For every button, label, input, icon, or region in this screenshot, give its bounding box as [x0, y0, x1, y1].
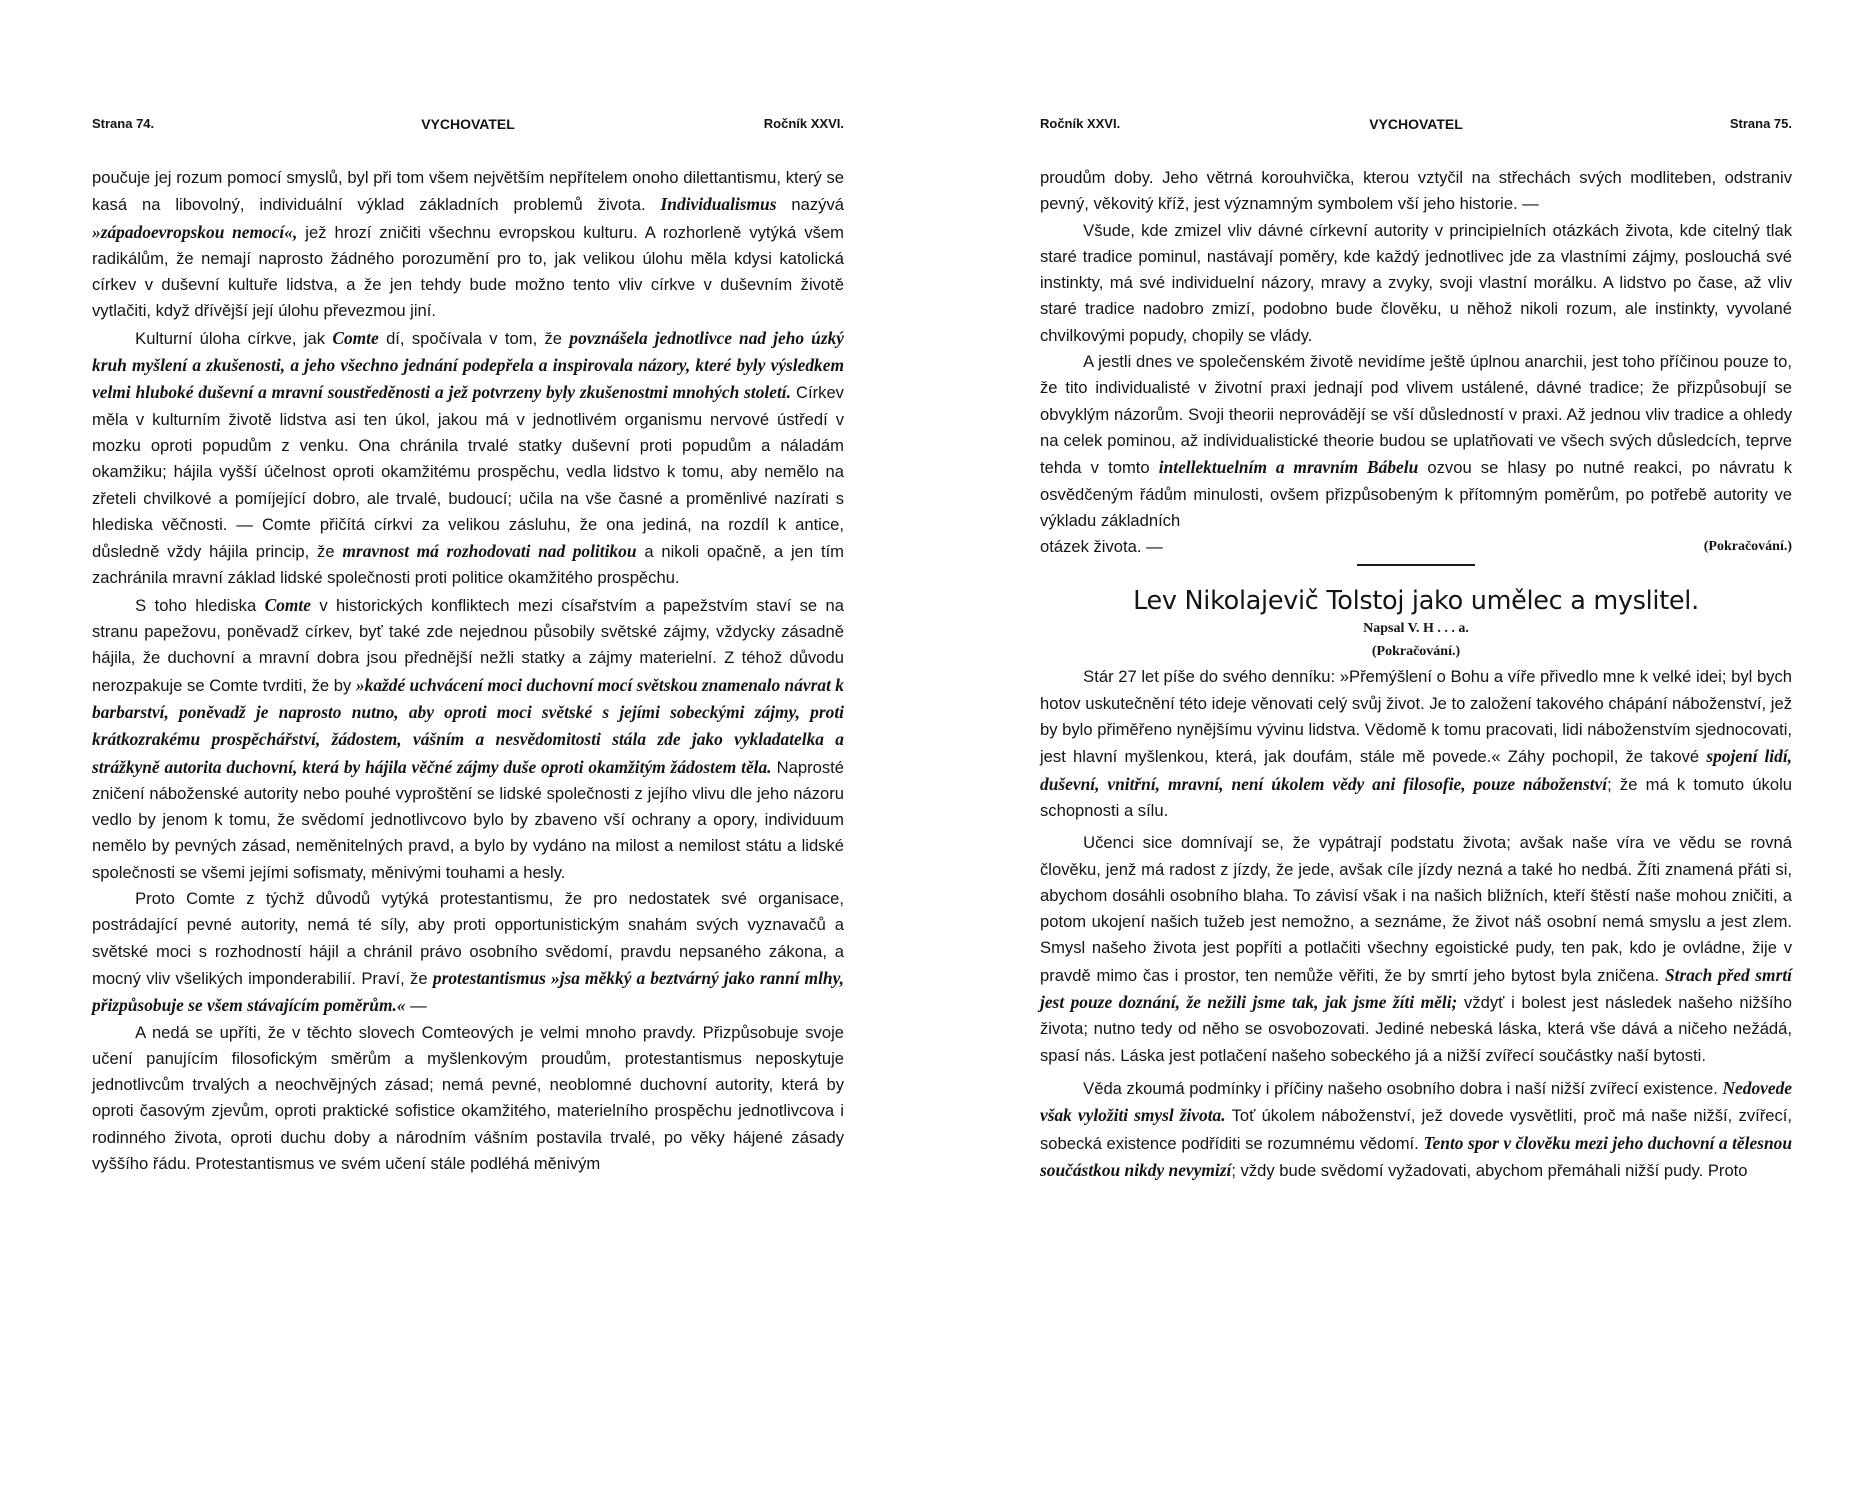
section-divider: [1357, 564, 1475, 566]
left-page-body: [92, 165, 844, 1177]
right-paragraph-3-end: [1040, 534, 1792, 560]
left-paragraph-3: S toho hlediska Comte v historických konfliktech mezi císařstvím a papežstvím staví se na stranu papežovu, poněvadž církev, byť také zde nejednou působily světské zájmy, vždycky zásadně hájila, že duchovní a mravní dobra jsou přednější nežli statky a zájmy materielní. Z téhož důvodu nerozpakuje se Comte tvrditi, že by »každé uchvácení moci duchovní mocí světskou znamenalo návrat k barbarství, poněvadž je naprosto nutno, aby oproti moci světské s jejími sobeckými zájmy, proti krátkozrakému prospěchářství, žádostem, vášním a nesvědomitosti stála zde jako vykladatelka a strážkyně autorita duchovní, která by hájila věčné zájmy duše oproti okamžitým žádostem těla. Naprosté zničení náboženské autority nebo pouhé vyproštění se lidské společnosti z jejího vlivu dle jeho názoru vedlo by jenom k tomu, že svědomí jednotlivcovo bylo by zbaveno vší ochrany a opory, individuum nemělo by pevných zásad, neměnitelných pravd, a bylo by vydáno na milost a nemilost státu a lidské společnosti se všemi jejími sofismaty, měnivými touhami a hesly.: [92, 594, 845, 882]
left-volume: Ročník XXVI.: [763, 116, 844, 131]
left-paragraph-1: poučuje jej rozum pomocí smyslů, byl při tom všem největším nepřítelem onoho dilettantismu, který se kasá na libovolný, individuální výklad základních problemů života. Individualismus nazývá »západoevropskou nemocí«, jež hrozí zničiti všechnu evropskou kulturu. A rozhorleně vytýká všem radikálům, že nemají naprosto žádného porozumění pro to, jak velikou úlohu měla kdysi katolická církev v duševní kultuře lidstva, a že jen tehdy bude možno tento vliv církve v duševním životě vytlačiti, když dřívější její úlohu převezmou jiní.: [92, 168, 844, 321]
last-line-text: otázek života. —: [1040, 537, 1163, 557]
right-page-header: [1040, 116, 1792, 140]
article-paragraph-2: Učenci sice domnívají se, že vypátrají podstatu života; avšak naše víra ve vědu se rovná člověku, jenž má radost z jízdy, že jede, avšak cíle jízdy nezná a také ho nedbá. Žíti znamená přáti si, abychom dosáhli osobního blaha. To závisí však i na našich bližních, kteří štěstí naše mohou zničiti, a potom ukojení našich tužeb jest nemožno, a seznáme, že život náš osobní nemá smyslu a jest zlem. Smysl našeho života jest popříti a potlačiti všechny egoistické pudy, ten pak, kdo je ovládne, žije v pravdě mimo čas i prostor, ten nemůže věřiti, že by smrtí jeho bytost byla zničena. Strach před smrtí jest pouze doznání, že nežili jsme tak, jak jsme žíti měli; vždyť i bolest jest následek našeho nižšího života; nutno tedy od něho se osvobozovati. Jediné nebeská láska, která vše dává a ničeho nežádá, spasí nás. Láska jest potlačení našeho sobeckého já a nižší zvířecí součástky naší bytosti.: [1040, 833, 1793, 1065]
left-running-title: VYCHOVATEL: [421, 116, 515, 132]
right-paragraph-1: proudům doby. Jeho větrná korouhvička, kterou vztyčil na střechách svých modliteben, odstraniv pevný, věkovitý kříž, jest významným symbolem vší jeho historie. —: [1040, 168, 1792, 214]
article-paragraph-1: Stár 27 let píše do svého denníku: »Přemýšlení o Bohu a víře přivedlo mne k velké idei; byl bych hotov uskutečnění této ideje věnovati celý svůj život. Je to založení takového chápání náboženství, jež by bylo přiměřeno nynějšímu vývinu lidstva. Vědomě k tomu pracovati, lidi náboženstvím sjednocovati, jest hlavní myšlenkou, která, jak doufám, stále mě povede.« Záhy pochopil, že takové spojení lidí, duševní, vnitřní, mravní, není úkolem vědy ani filosofie, pouze náboženství; že má k tomuto úkolu schopnosti a sílu.: [1040, 667, 1792, 820]
left-page-header: [92, 116, 844, 140]
left-page-number: Strana 74.: [92, 116, 155, 131]
left-paragraph-5: A nedá se upříti, že v těchto slovech Comteových je velmi mnoho pravdy. Přizpůsobuje svoje učení panujícím filosofickým směrům a myšlenkovým proudům, protestantismus neposkytuje jednotlivcům trvalých a neochvějných zásad; nemá pevné, neoblomné duchovní autority, která by oproti časovým zjevům, oproti praktické sofistice okamžitého, materielního prospěchu jednotlivcova i rodinného života, oproti duchu doby a národním vášním postavila trvalé, po věky hájené zásady vyššího řádu. Protestantismus ve svém učení stále podléhá měnivým: [92, 1022, 844, 1173]
article-byline: Napsal V. H . . . a.: [1363, 621, 1469, 637]
right-paragraph-2: Všude, kde zmizel vliv dávné církevní autority v principielních otázkách života, kde citelný tlak staré tradice pominul, nastávají poměry, kde každý jednotlivec jde za vlastními zájmy, poslouchá své instinkty, má své individuelní názory, mravy a zvyky, svoji vlastní morálku. A lidstvo po čase, až vliv staré tradice nadobro zmizí, podobno bude člověku, u něhož nikoli rozum, ale instinkty, vyvolané chvilkovými popudy, chopily se vlády.: [1040, 220, 1792, 345]
article-title: Lev Nikolajevič Tolstoj jako umělec a myslitel.: [1133, 586, 1699, 617]
right-running-title: VYCHOVATEL: [1369, 116, 1463, 132]
article-paragraph-3: Věda zkoumá podmínky i příčiny našeho osobního dobra i naší nižší zvířecí existence. Nedovede však vyložiti smysl života. Toť úkolem náboženství, jež dovede vysvětliti, proč má naše nižší, zvířecí, sobecká existence podříditi se rozumnému vědomí. Tento spor v člověku mezi jeho duchovní a tělesnou součástkou nikdy nevymizí; vždy bude svědomí vyžadovati, abychom přemáhali nižší pudy. Proto: [1040, 1077, 1792, 1180]
article-continued-label: (Pokračování.): [1371, 644, 1461, 660]
right-page-body: [1040, 165, 1792, 1184]
left-paragraph-2: Kulturní úloha církve, jak Comte dí, spočívala v tom, že povznášela jednotlivce nad jeho úzký kruh myšlení a zkušenosti, a jeho všechno jednání podepřela a inspirovala názory, které byly výsledkem velmi hluboké duševní a mravní soustředěnosti a jež potvrzeny byly zkušenostmi mnohých století. Církev měla v kulturním životě lidstva asi ten úkol, jakou má v jednotlivém organismu nervové ústředí v mozku oproti popudům z venku. Ona chránila trvalé statky duševní proti popudům a náladám okamžiku; hájila vyšší účelnost oproti okamžitému prospěchu, vedla lidstvo k tomu, aby nemělo na zřeteli chvilkové a pomíjející dobro, ale trvalé, budoucí; učila na vše časné a proměnlivé nazírati s hlediska věčnosti. — Comte přičítá církvi za velikou zásluhu, že ona jediná, na rozdíl k antice, důsledně vždy hájila princip, že mravnost má rozhodovati nad politikou a nikoli opačně, a jen tím zachránila mravní základ lidské společnosti proti politice okamžitého prospěchu.: [92, 327, 845, 588]
right-paragraph-3: A jestli dnes ve společenském životě nevidíme ještě úplnou anarchii, jest toho příčinou pouze to, že tito individualisté v životní praxi jednají pod vlivem ustálené, dávné tradice; že přizpůsobují se obvyklým názorům. Svoji theorii neprovádějí se vší důsledností v praxi. Až jednou vliv tradice a ohledy na celek pominou, až individualistické theorie budou se uplatňovati ve všech svých důsledcích, teprve tehda v tomto intellektuelním a mravním Bábelu ozvou se hlasy po nutné reakci, po návratu k osvědčeným řádům minulosti, ovšem přizpůsobeným k přítomným poměrům, po potřebě autority ve výkladu základních: [1040, 352, 1793, 530]
left-page: [92, 0, 844, 1500]
left-paragraph-4: Proto Comte z týchž důvodů vytýká protestantismu, že pro nedostatek své organisace, postrádající pevné autority, nemá té síly, aby proti opportunistickým snahám svých vyznavačů a světské moci s rozhodností hájil a chránil právo osobního svědomí, pravdu nepsaného zákona, a mocný vliv všelikých imponderabilií. Praví, že protestantismus »jsa měkký a beztvárný jako ranní mlhy, přizpůsobuje se všem stávajícím poměrům.« —: [92, 889, 844, 1016]
continued-note: (Pokračování.): [1703, 539, 1792, 555]
right-page-number: Strana 75.: [1729, 116, 1792, 131]
right-page: [1040, 0, 1792, 1500]
right-volume: Ročník XXVI.: [1040, 116, 1121, 131]
